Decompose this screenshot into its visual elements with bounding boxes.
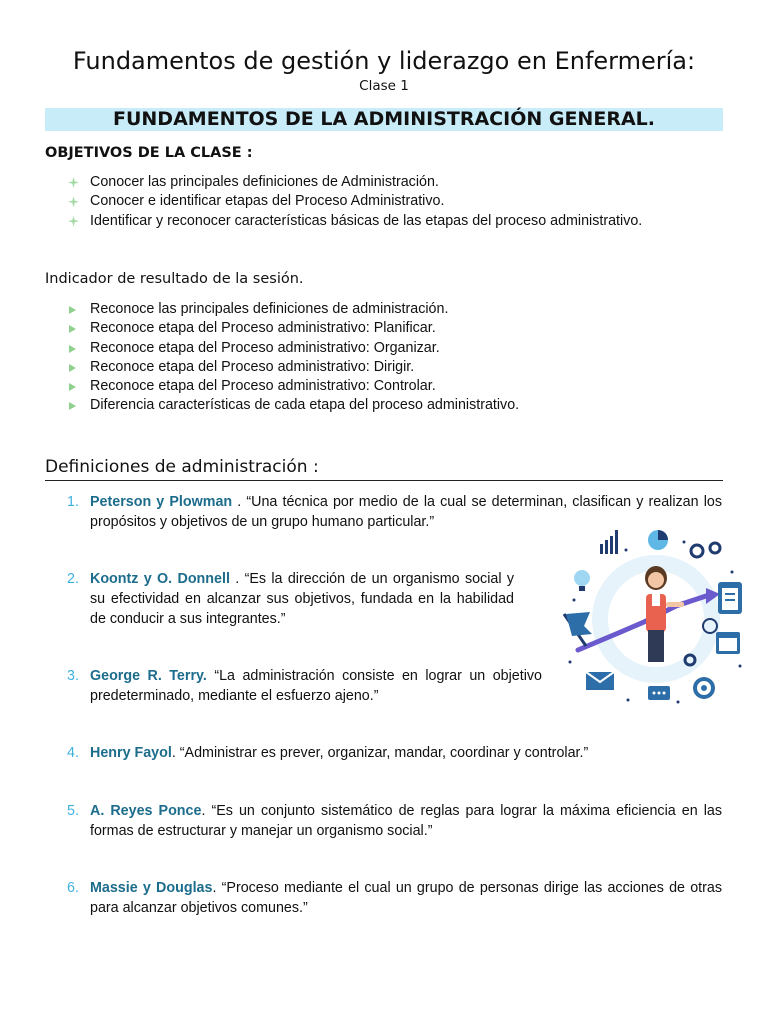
objective-text: Identificar y reconocer características básicas de las etapas del proceso administrativo. <box>90 212 643 229</box>
envelope-icon <box>586 672 614 690</box>
indicator-text: Reconoce etapa del Proceso administrativo: Organizar. <box>90 339 440 356</box>
management-illustration <box>556 522 756 712</box>
indicator-text: Reconoce etapa del Proceso administrativo: Planificar. <box>90 320 436 337</box>
indicator-text: Diferencia características de cada etapa del proceso administrativo. <box>90 397 520 414</box>
list-item <box>68 377 519 396</box>
triangle-bullet-icon <box>69 345 76 353</box>
triangle-bullet-icon <box>69 402 76 410</box>
diamond-bullet-icon <box>68 196 79 207</box>
indicators-heading: Indicador de resultado de la sesión. <box>45 271 304 287</box>
objectives-heading: OBJETIVOS DE LA CLASE : <box>45 145 253 161</box>
section-banner: FUNDAMENTOS DE LA ADMINISTRACIÓN GENERAL. <box>45 108 723 131</box>
gears-icon <box>691 543 720 557</box>
definition-item <box>67 666 542 706</box>
definition-text: “Es un conjunto sistemático de reglas para lograr la máxima eficiencia en las formas de estructurar y manejar un organismo social.” <box>90 803 722 839</box>
calendar-icon <box>716 632 740 654</box>
indicator-text: Reconoce etapa del Proceso administrativo: Dirigir. <box>90 358 415 375</box>
diamond-bullet-icon <box>68 216 79 227</box>
triangle-bullet-icon <box>69 383 76 391</box>
list-item <box>68 192 642 211</box>
objective-text: Conocer e identificar etapas del Proceso Administrativo. <box>90 193 445 210</box>
list-item <box>68 358 519 377</box>
list-item <box>68 339 519 358</box>
flag-icon <box>564 612 592 646</box>
definition-text: “Proceso mediante el cual un grupo de personas dirige las acciones de otras para alcanzar objetivos comunes.” <box>90 880 723 916</box>
definition-separator: . <box>212 880 222 896</box>
page-title: Fundamentos de gestión y liderazgo en Enfermería: <box>72 47 696 75</box>
objective-text: Conocer las principales definiciones de Administración. <box>90 174 439 190</box>
triangle-bullet-icon <box>69 325 76 333</box>
clipboard-icon <box>718 582 742 614</box>
definition-author: Peterson y Plowman <box>90 494 233 510</box>
definition-text: “Es la dirección de un organismo social y su efectividad en alcanzar sus objetivos, fundada en la habilidad de conducir a sus integrantes.” <box>90 571 514 627</box>
definition-separator: . <box>229 571 245 587</box>
indicator-text: Reconoce las principales definiciones de administración. <box>90 301 449 317</box>
definition-separator: . <box>201 803 212 819</box>
indicators-list <box>68 300 519 416</box>
lightbulb-icon <box>574 570 590 591</box>
list-item <box>68 396 519 415</box>
definition-item <box>67 801 722 841</box>
list-item <box>68 319 519 338</box>
indicator-text: Reconoce etapa del Proceso administrativo: Controlar. <box>90 378 436 395</box>
triangle-bullet-icon <box>69 364 76 372</box>
definition-separator: . <box>171 745 180 761</box>
definition-separator: . <box>232 494 247 510</box>
definition-author: Massie y Douglas <box>90 880 213 896</box>
definition-item <box>67 878 723 918</box>
definition-number: 5. <box>67 803 79 819</box>
definition-text: “Una técnica por medio de la cual se determinan, clasifican y realizan los propósitos y objetivos de un grupo humano particular.” <box>90 494 722 530</box>
target-icon <box>693 677 715 699</box>
heading-underline <box>45 480 723 481</box>
definition-text: “Administrar es prever, organizar, mandar, coordinar y controlar.” <box>179 745 589 761</box>
definition-text: “La administración consiste en lograr un objetivo predeterminado, mediante el esfuerzo ajeno.” <box>90 668 542 704</box>
definition-number: 2. <box>67 571 79 587</box>
definition-author: Koontz y O. Donnell <box>90 571 230 587</box>
definition-item <box>67 743 722 763</box>
list-item <box>68 212 642 231</box>
diamond-bullet-icon <box>68 177 79 188</box>
triangle-bullet-icon <box>69 306 76 314</box>
definition-number: 6. <box>67 880 79 896</box>
definition-author: Henry Fayol <box>90 745 172 761</box>
definition-item <box>67 569 514 629</box>
definition-author: A. Reyes Ponce <box>90 803 202 819</box>
definition-number: 3. <box>67 668 79 684</box>
list-item <box>68 300 519 319</box>
bar-chart-icon <box>600 530 618 554</box>
list-item <box>68 173 642 192</box>
objectives-list <box>68 173 642 231</box>
definitions-heading: Definiciones de administración : <box>45 457 319 477</box>
chat-bubble-icon <box>648 686 670 700</box>
pie-chart-icon <box>648 530 668 550</box>
definition-number: 4. <box>67 745 79 761</box>
definition-author: George R. Terry. <box>90 668 207 684</box>
definition-number: 1. <box>67 494 79 510</box>
page-subtitle: Clase 1 <box>359 78 409 94</box>
